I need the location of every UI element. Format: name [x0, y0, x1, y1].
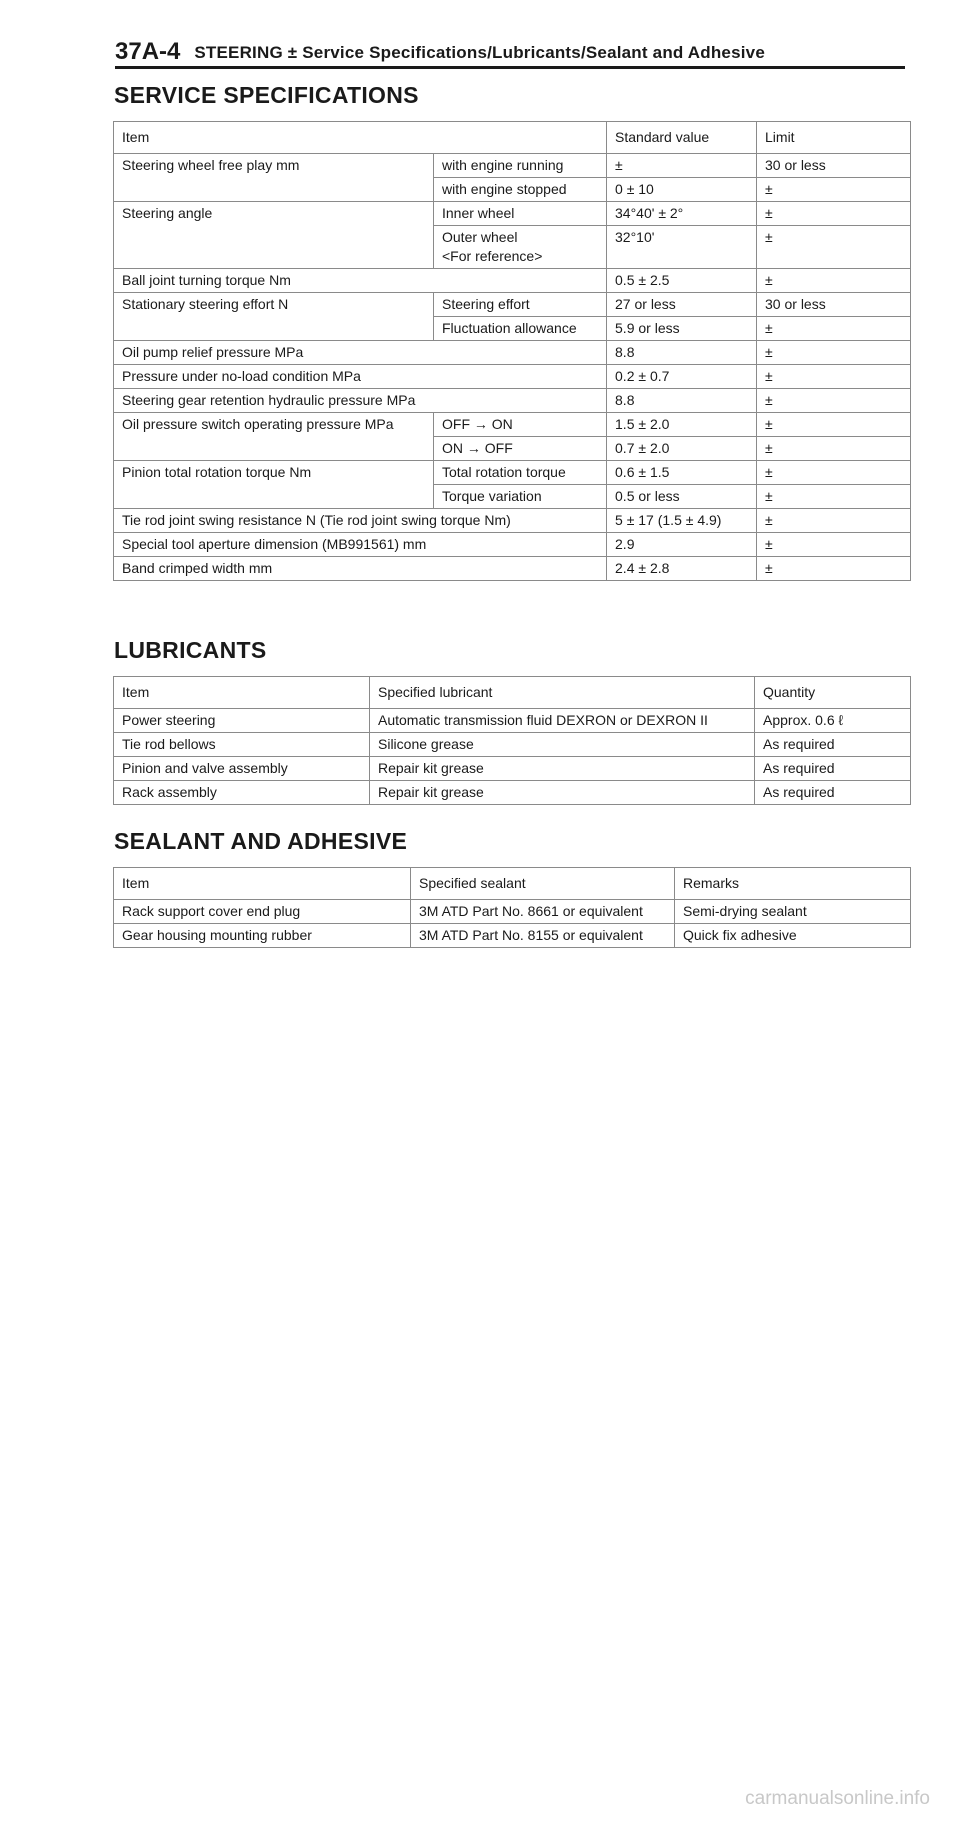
header-sealant: Specified sealant — [411, 868, 675, 900]
cell-item: Power steering — [114, 709, 370, 733]
cell-lubricant: Repair kit grease — [370, 757, 755, 781]
cell-item: Oil pressure switch operating pressure MPa — [114, 413, 434, 461]
sealant-table — [113, 867, 911, 948]
table-row — [114, 924, 911, 948]
header-quantity: Quantity — [755, 677, 911, 709]
cell-limit: ± — [757, 341, 911, 365]
cell-limit: ± — [757, 202, 911, 226]
cell-quantity: Approx. 0.6 ℓ — [755, 709, 911, 733]
cell-sub: ON → OFF — [434, 437, 607, 461]
cell-item: Tie rod joint swing resistance N (Tie rod joint swing torque Nm) — [114, 509, 607, 533]
cell-item: Pressure under no-load condition MPa — [114, 365, 607, 389]
header-limit: Limit — [757, 122, 911, 154]
cell-std: 2.9 — [607, 533, 757, 557]
cell-limit: ± — [757, 557, 911, 581]
cell-item: Rack assembly — [114, 781, 370, 805]
cell-sub: with engine running — [434, 154, 607, 178]
table-header-row — [114, 122, 911, 154]
cell-limit: ± — [757, 509, 911, 533]
cell-sub-line2: <For reference> — [442, 248, 543, 264]
header-item: Item — [114, 677, 370, 709]
cell-limit: 30 or less — [757, 293, 911, 317]
page-header — [115, 36, 905, 69]
cell-lubricant: Silicone grease — [370, 733, 755, 757]
cell-std: 1.5 ± 2.0 — [607, 413, 757, 437]
cell-item: Pinion total rotation torque Nm — [114, 461, 434, 509]
page-code: 37A-4 — [115, 38, 181, 65]
cell-std: 0 ± 10 — [607, 178, 757, 202]
cell-limit: ± — [757, 389, 911, 413]
cell-std: ± — [607, 154, 757, 178]
cell-std: 0.5 ± 2.5 — [607, 269, 757, 293]
cell-sub-line1: Outer wheel — [442, 229, 518, 245]
lubricants-title: LUBRICANTS — [114, 637, 267, 663]
cell-sub: Fluctuation allowance — [434, 317, 607, 341]
lubricants-table — [113, 676, 911, 805]
cell-item: Special tool aperture dimension (MB991561) mm — [114, 533, 607, 557]
cell-std: 8.8 — [607, 389, 757, 413]
cell-std: 34°40' ± 2° — [607, 202, 757, 226]
table-header-row — [114, 677, 911, 709]
cell-limit: ± — [757, 226, 911, 269]
cell-sub: OFF → ON — [434, 413, 607, 437]
table-row — [114, 557, 911, 581]
table-row — [114, 733, 911, 757]
header-item: Item — [114, 868, 411, 900]
cell-std: 27 or less — [607, 293, 757, 317]
cell-sub: Steering effort — [434, 293, 607, 317]
cell-limit: ± — [757, 269, 911, 293]
cell-std: 0.5 or less — [607, 485, 757, 509]
cell-item: Steering wheel free play mm — [114, 154, 434, 202]
cell-limit: ± — [757, 365, 911, 389]
sealant-title: SEALANT AND ADHESIVE — [114, 828, 408, 854]
header-item: Item — [114, 122, 607, 154]
cell-quantity: As required — [755, 733, 911, 757]
table-row — [114, 202, 911, 226]
cell-std: 0.6 ± 1.5 — [607, 461, 757, 485]
cell-std: 32°10' — [607, 226, 757, 269]
cell-sub: Total rotation torque — [434, 461, 607, 485]
cell-item: Rack support cover end plug — [114, 900, 411, 924]
cell-sub: Torque variation — [434, 485, 607, 509]
cell-item: Stationary steering effort N — [114, 293, 434, 341]
cell-std: 5 ± 17 (1.5 ± 4.9) — [607, 509, 757, 533]
cell-limit: ± — [757, 533, 911, 557]
cell-item: Band crimped width mm — [114, 557, 607, 581]
cell-limit: ± — [757, 437, 911, 461]
table-row — [114, 709, 911, 733]
table-row — [114, 509, 911, 533]
table-row — [114, 365, 911, 389]
cell-sub: with engine stopped — [434, 178, 607, 202]
table-row — [114, 293, 911, 317]
cell-std: 8.8 — [607, 341, 757, 365]
cell-sealant: 3M ATD Part No. 8155 or equivalent — [411, 924, 675, 948]
cell-remarks: Quick fix adhesive — [675, 924, 911, 948]
cell-lubricant: Repair kit grease — [370, 781, 755, 805]
cell-item: Gear housing mounting rubber — [114, 924, 411, 948]
cell-limit: ± — [757, 485, 911, 509]
cell-limit: ± — [757, 413, 911, 437]
cell-sub: Inner wheel — [434, 202, 607, 226]
cell-item: Oil pump relief pressure MPa — [114, 341, 607, 365]
cell-item: Pinion and valve assembly — [114, 757, 370, 781]
cell-item: Steering angle — [114, 202, 434, 269]
service-specs-title: SERVICE SPECIFICATIONS — [114, 82, 419, 108]
header-standard: Standard value — [607, 122, 757, 154]
table-row — [114, 533, 911, 557]
table-row — [114, 900, 911, 924]
table-row — [114, 269, 911, 293]
cell-sub — [434, 226, 607, 269]
cell-limit: ± — [757, 178, 911, 202]
cell-std: 5.9 or less — [607, 317, 757, 341]
cell-sealant: 3M ATD Part No. 8661 or equivalent — [411, 900, 675, 924]
cell-remarks: Semi-drying sealant — [675, 900, 911, 924]
table-row — [114, 341, 911, 365]
table-row — [114, 757, 911, 781]
cell-item: Tie rod bellows — [114, 733, 370, 757]
table-row — [114, 461, 911, 485]
header-remarks: Remarks — [675, 868, 911, 900]
cell-item: Steering gear retention hydraulic pressure MPa — [114, 389, 607, 413]
cell-std: 2.4 ± 2.8 — [607, 557, 757, 581]
cell-quantity: As required — [755, 757, 911, 781]
header-lubricant: Specified lubricant — [370, 677, 755, 709]
cell-quantity: As required — [755, 781, 911, 805]
table-row — [114, 781, 911, 805]
service-specs-table — [113, 121, 911, 581]
table-row — [114, 389, 911, 413]
cell-item: Ball joint turning torque Nm — [114, 269, 607, 293]
table-row — [114, 154, 911, 178]
cell-std: 0.7 ± 2.0 — [607, 437, 757, 461]
page-title: STEERING ± Service Specifications/Lubricants/Sealant and Adhesive — [194, 43, 765, 62]
watermark: carmanualsonline.info — [745, 1788, 930, 1809]
cell-limit: ± — [757, 317, 911, 341]
cell-limit: ± — [757, 461, 911, 485]
table-row — [114, 413, 911, 437]
table-header-row — [114, 868, 911, 900]
cell-lubricant: Automatic transmission fluid DEXRON or DEXRON II — [370, 709, 755, 733]
cell-std: 0.2 ± 0.7 — [607, 365, 757, 389]
cell-limit: 30 or less — [757, 154, 911, 178]
